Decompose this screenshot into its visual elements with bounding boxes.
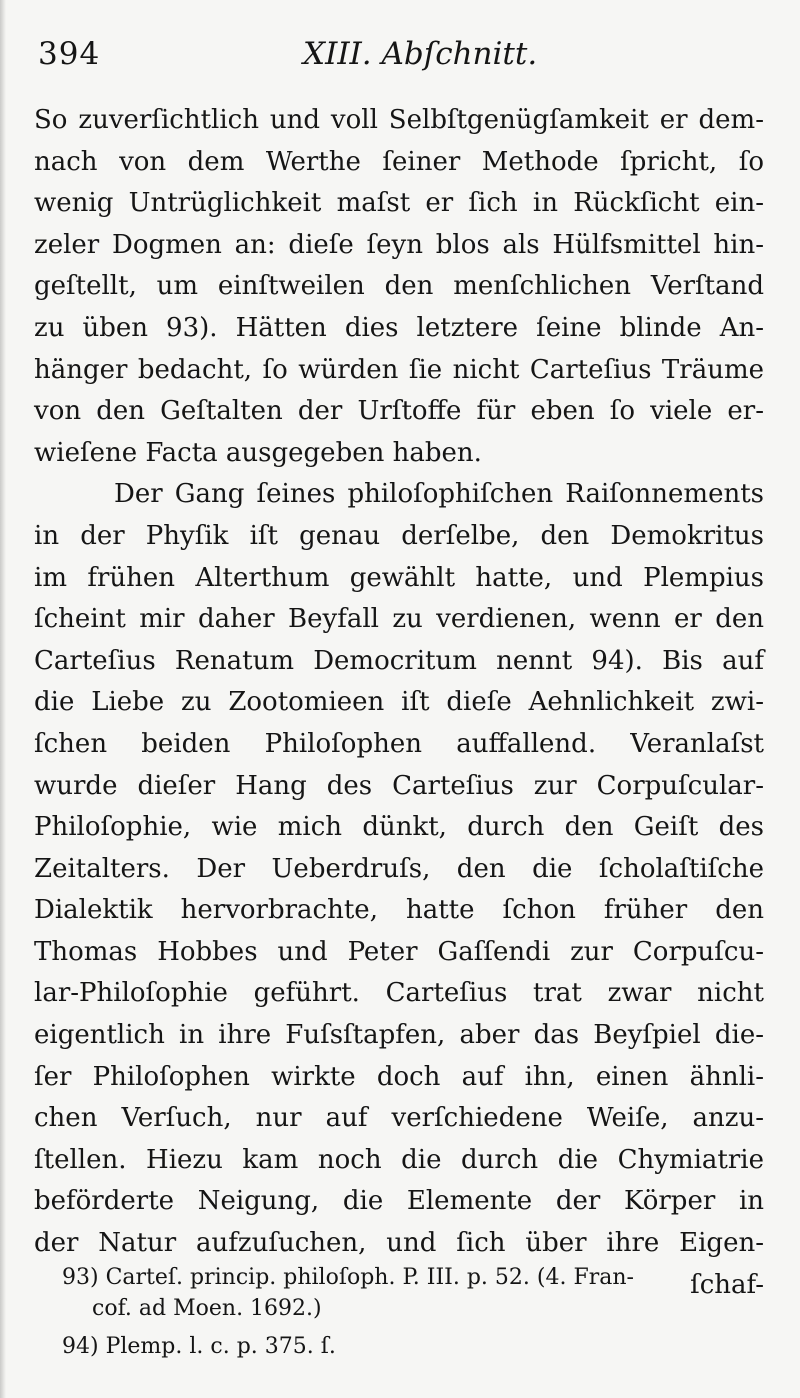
text-line: der Natur aufzuſuchen, und ſich über ihre Eigen- xyxy=(34,1228,764,1259)
page-number: 394 xyxy=(38,36,101,72)
footnote-94: 94) Plemp. l. c. p. 375. ſ. xyxy=(62,1334,336,1359)
text-line: wurde dieſer Hang des Carteſius zur Corpuſcular- xyxy=(34,770,764,801)
text-line: von den Geſtalten der Urſtoffe für eben ſo viele er- xyxy=(34,396,764,427)
text-line: wieſene Facta ausgegeben haben. xyxy=(34,437,482,468)
text-line: im frühen Alterthum gewählt hatte, und Plempius xyxy=(34,562,764,593)
catchword: ſchaf- xyxy=(690,1269,764,1300)
text-line: Dialektik hervorbrachte, hatte ſchon früher den xyxy=(34,895,764,926)
page-edge-shadow xyxy=(0,0,6,1398)
text-line: zu üben 93). Hätten dies letztere ſeine blinde An- xyxy=(34,312,764,343)
footnote-93-continued: cof. ad Moen. 1692.) xyxy=(92,1296,322,1321)
running-title: XIII. Abſchnitt. xyxy=(303,36,538,72)
text-line: Thomas Hobbes und Peter Gaſſendi zur Corpuſcu- xyxy=(34,936,764,967)
page-header xyxy=(38,30,760,80)
text-line: So zuverſichtlich und voll Selbſtgenügſamkeit er dem- xyxy=(34,105,764,135)
text-line: chen Verſuch, nur auf verſchiedene Weiſe, anzu- xyxy=(34,1103,764,1134)
footnote-93: 93) Carteſ. princip. philoſoph. P. III. p. 52. (4. Fran- xyxy=(62,1265,634,1290)
text-line: lar-Philoſophie geführt. Carteſius trat zwar nicht xyxy=(34,978,764,1009)
text-line: beförderte Neigung, die Elemente der Körper in xyxy=(34,1186,764,1217)
text-line: Philoſophie, wie mich dünkt, durch den Geiſt des xyxy=(34,812,764,843)
text-line: Der Gang ſeines philoſophiſchen Raiſonnements xyxy=(114,479,764,510)
text-line: die Liebe zu Zootomieen iſt dieſe Aehnlichkeit zwi- xyxy=(34,687,764,718)
body-text xyxy=(34,100,764,1306)
text-line: Carteſius Renatum Democritum nennt 94). Bis auf xyxy=(34,645,764,676)
text-line: ſcheint mir daher Beyfall zu verdienen, wenn er den xyxy=(34,604,764,635)
text-line: in der Phyſik iſt genau derſelbe, den Demokritus xyxy=(34,520,764,551)
text-line: ſtellen. Hiezu kam noch die durch die Chymiatrie xyxy=(34,1144,764,1175)
text-line: zeler Dogmen an: dieſe ſeyn blos als Hülfsmittel hin- xyxy=(34,229,764,260)
text-line: nach von dem Werthe ſeiner Methode ſpricht, ſo xyxy=(34,146,764,177)
text-line: ſchen beiden Philoſophen auffallend. Veranlaſst xyxy=(34,728,764,759)
text-line: Zeitalters. Der Ueberdruſs, den die ſcholaſtiſche xyxy=(34,853,764,884)
text-line: eigentlich in ihre Fuſsſtapfen, aber das Beyſpiel die- xyxy=(34,1020,764,1051)
text-line: wenig Untrüglichkeit maſst er ſich in Rückſicht ein- xyxy=(34,188,764,219)
text-line: geſtellt, um einſtweilen den menſchlichen Verſtand xyxy=(34,271,764,302)
footnotes xyxy=(62,1262,742,1362)
text-line: hänger bedacht, ſo würden ſie nicht Carteſius Träume xyxy=(34,354,764,385)
text-line: ſer Philoſophen wirkte doch auf ihn, einen ähnli- xyxy=(34,1061,764,1092)
